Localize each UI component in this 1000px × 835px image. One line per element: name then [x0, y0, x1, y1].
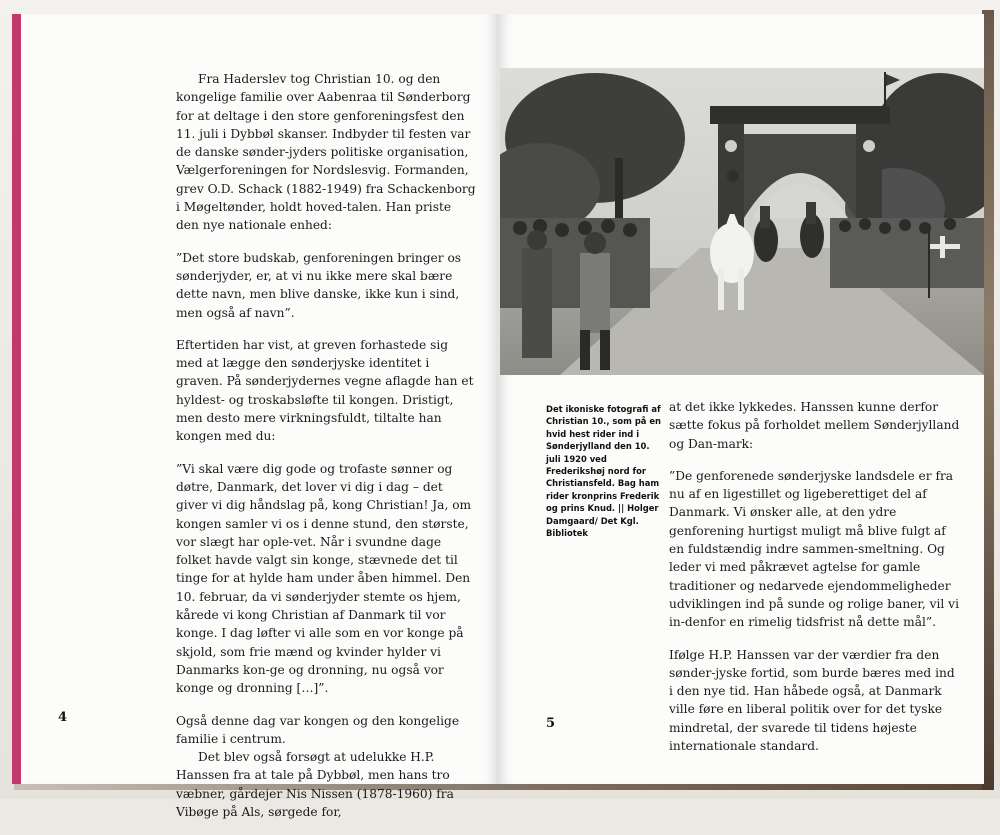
paragraph: Ifølge H.P. Hanssen var der værdier fra den sønder-jyske fortid, som burde bæres med ind i den nye tid. Han håbede også, at Danmark ville føre en liberal politik over for det tyske mindretal, der svarede til tidens højeste internationale standard.	[669, 647, 955, 754]
quote-paragraph: ”De genforenede sønderjyske landsdele er fra nu af en ligestillet og ligeberettiget del af Danmark. Vi ønsker alle, at den ydre genforening hurtigst muligt må blive fulgt af en fuldstændig indre sammen-smeltning. Og leder vi med påkrævet agtelse for gamle traditioner og nedarvede ejendommeligheder udviklingen ind på sunde og rolige baner, vil vi in-denfor en rimelig tidsfrist nå dette mål”.	[669, 468, 959, 630]
quote-paragraph: ”Det store budskab, genforeningen bringer os sønderjyder, er, at vi nu ikke mere skal bære dette navn, men blive danske, ikke kun i sind, men også af navn”.	[176, 250, 462, 320]
quote-paragraph: ”Vi skal være dig gode og trofaste sønner og døtre, Danmark, det lover vi dig i dag – det giver vi dig håndslag på, kong Christian! Ja, om kongen samler vi os i denne stund, den største, vor slægt har ople-vet. Når i svundne dage folket havde valgt sin konge, stævnede det til tinge for at hylde ham under åben himmel. Den 10. februar, da vi sønderjyder stemte os hjem, kårede vi kong Christian af Danmark til vor konge. I dag løfter vi alle som en vor konge på skjold, som frie mænd og kvinder hylder vi Danmarks kon-ge og dronning, nu også vor konge og dronning […]”.	[176, 461, 472, 696]
photo-illustration	[500, 68, 984, 375]
paragraph: at det ikke lykkedes. Hanssen kunne derfor sætte fokus på forholdet mellem Sønderjylland og Dan-mark:	[669, 400, 960, 451]
page-number-right: 5	[546, 716, 556, 731]
photo-caption: Det ikoniske fotografi af Christian 10., som på en hvid hest rider ind i Sønderjylland den 10. juli 1920 ved Frederikshøj nord for Christiansfeld. Bag ham rider kronprins Frederik og prins Knud. || Holger Damgaard/ Det Kgl. Bibliotek	[546, 404, 662, 539]
historic-photo	[500, 68, 984, 375]
paragraph: Også denne dag var kongen og den kongelige familie i centrum.	[176, 713, 460, 746]
paragraph: Eftertiden har vist, at greven forhastede sig med at lægge den sønderjyske identitet i graven. På sønderjydernes vegne aflagde han et hyldest- og troskabsløfte til kongen. Dristigt, men desto mere virkningsfuldt, tiltalte han kongen med du:	[176, 337, 474, 444]
paragraph: Fra Haderslev tog Christian 10. og den kongelige familie over Aabenraa til Sønderborg for at deltage i den store genforeningsfest den 11. juli i Dybbøl skanser. Indbyder til festen var de danske sønder-jyders politiske organisation, Vælgerforeningen for Nordslesvig. Formanden, grev O.D. Schack (1882-1949) fra Schackenborg i Møgeltønder, holdt hoved-talen. Han priste den nye nationale enhed:	[176, 72, 476, 233]
page-number-left: 4	[58, 710, 68, 725]
left-text-column	[176, 70, 476, 835]
paragraph: Det blev også forsøgt at udelukke H.P. Hanssen fra at tale på Dybbøl, men hans tro væbner, gårdejer Nis Nissen (1878-1960) fra Vibøge på Als, sørgede for,	[176, 750, 454, 819]
right-text-column	[669, 398, 961, 769]
accent-band	[12, 14, 21, 784]
